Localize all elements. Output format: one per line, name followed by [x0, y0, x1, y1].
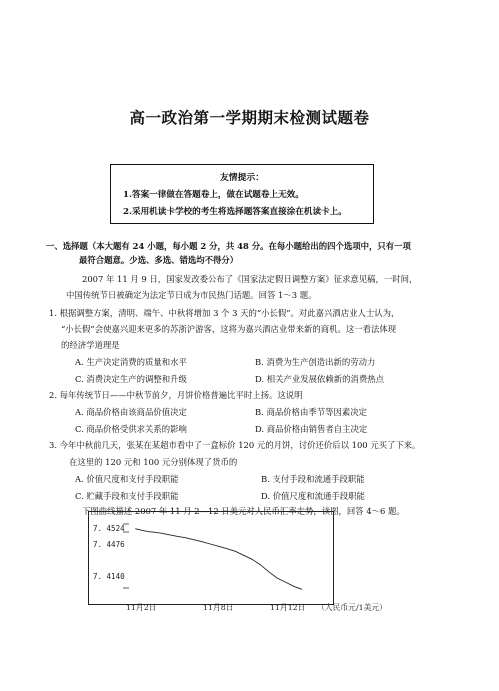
- passage-2: 下图曲线描述 2007 年 11 月 2—12 日美元对人民币汇率走势，读图，回答 4～6 题。: [82, 506, 405, 516]
- q2-option-a: A. 商品价格由该商品价值决定: [75, 407, 187, 417]
- y-tick-label: 7. 4140: [93, 572, 125, 581]
- passage-1-line-2: 中国传统节日被确定为法定节日成为市民热门话题。回答 1～3 题。: [66, 290, 317, 300]
- page-title: 高一政治第一学期期末检测试题卷: [129, 108, 370, 127]
- y-tick-label: 7. 4524: [93, 524, 125, 533]
- q1-option-c: C. 消费决定生产的调整和升级: [75, 374, 187, 384]
- x-tick-label: 11月8日: [203, 603, 234, 612]
- q1-stem-line-2: “小长假”会使嘉兴迎来更多的苏浙沪游客，这将为嘉兴酒店业带来新的商机。这一看法体现: [61, 324, 397, 334]
- q3-option-b: B. 支付手段和流通手段职能: [261, 474, 365, 484]
- tips-heading: 友情提示：: [220, 173, 264, 183]
- q3-stem-line-2: 在这里的 120 元和 100 元分别体现了货币的: [69, 457, 238, 467]
- q1-option-d: D. 相关产业发展依赖新的消费热点: [255, 374, 384, 384]
- tips-box: [110, 164, 374, 224]
- q3-option-d: D. 价值尺度和流通手段职能: [261, 491, 365, 501]
- passage-1-line-1: 2007 年 11 月 9 日，国家发改委公布了《国家法定假日调整方案》征求意见稿，一时间，: [82, 274, 418, 284]
- exchange-rate-chart-plot: [89, 512, 333, 604]
- q3-option-a: A. 价值尺度和支付手段职能: [75, 474, 179, 484]
- q1-stem-line-3: 的经济学道理是: [61, 340, 120, 350]
- q1-option-b: B. 消费为生产创造出新的劳动力: [255, 357, 376, 367]
- unit-label: （人民币元/1美元）: [317, 603, 387, 612]
- section-heading: 一、选择题（本大题有 24 小题，每小题 2 分，共 48 分。在每小题给出的四个选项中，只有一项: [46, 241, 411, 251]
- q3-option-c: C. 贮藏手段和支付手段职能: [75, 491, 179, 501]
- tips-line-2: 2.采用机读卡学校的考生将选择题答案直接涂在机读卡上。: [123, 207, 347, 217]
- tips-line-1: 1.答案一律做在答题卷上，做在试题卷上无效。: [123, 190, 304, 200]
- q1-stem-line-1: 1. 根据调整方案，清明、端午、中秋将增加 3 个 3 天的“小长假”。对此嘉兴酒店业人士认为，: [49, 308, 400, 318]
- q3-stem-line-1: 3. 今年中秋前几天，张某在某超市看中了一盒标价 120 元的月饼，讨价还价后以 100 元买了下来。: [49, 440, 421, 450]
- q2-option-c: C. 商品价格受供求关系的影响: [75, 424, 187, 434]
- q2-option-b: B. 商品价格由季节等因素决定: [255, 407, 367, 417]
- exchange-rate-line: [135, 529, 302, 590]
- x-tick-label: 11月2日: [126, 603, 157, 612]
- exchange-rate-chart: [88, 511, 334, 605]
- q2-option-d: D. 商品价格由销售者自主决定: [255, 424, 368, 434]
- q2-stem: 2. 每年传统节日——中秋节前夕，月饼价格普遍比平时上扬。这说明: [49, 390, 303, 400]
- q1-option-a: A. 生产决定消费的质量和水平: [75, 357, 187, 367]
- x-tick-label: 11月12日: [270, 603, 306, 612]
- section-heading-cont: 最符合题意。少选、多选、错选均不得分）: [79, 255, 239, 265]
- y-tick-label: 7. 4476: [93, 540, 125, 549]
